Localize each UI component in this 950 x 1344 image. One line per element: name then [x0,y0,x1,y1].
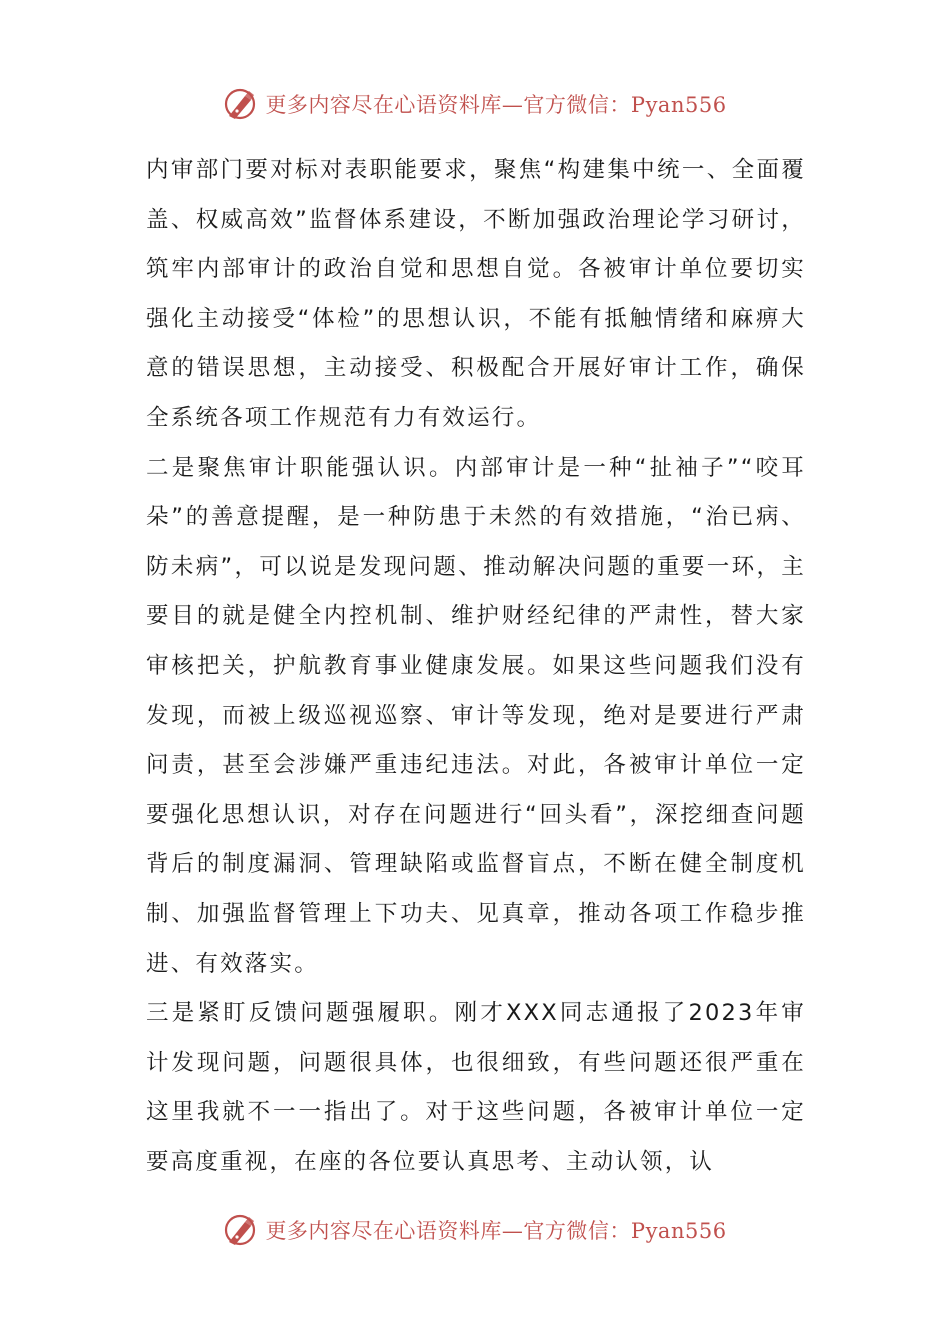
header-banner [0,82,950,126]
pen-nib-logo-icon [223,1212,259,1248]
paragraph-2: 二是聚焦审计职能强认识。内部审计是一种“扯袖子”“咬耳朵”的善意提醒，是一种防患于未然的有效措施，“治已病、防未病”，可以说是发现问题、推动解决问题的重要一环，主要目的就是健全内控机制、维护财经纪律的严肃性，替大家审核把关，护航教育事业健康发展。如果这些问题我们没有发现，而被上级巡视巡察、审计等发现，绝对是要进行严肃问责，甚至会涉嫌严重违纪违法。对此，各被审计单位一定要强化思想认识，对存在问题进行“回头看”，深挖细查问题背后的制度漏洞、管理缺陷或监督盲点，不断在健全制度机制、加强监督管理上下功夫、见真章，推动各项工作稳步推进、有效落实。 [146,454,806,977]
paragraph-3: 三是紧盯反馈问题强履职。刚才XXX同志通报了2023年审计发现问题，问题很具体，也很细致，有些问题还很严重在这里我就不一一指出了。对于这些问题，各被审计单位一定要高度重视，在座的各位要认真思考、主动认领，认 [146,1000,806,1175]
pen-nib-logo-icon [223,86,259,122]
document-body [146,146,806,1187]
banner-text: 更多内容尽在心语资料库—官方微信：Pyan556 [265,1219,727,1243]
footer-banner [0,1208,950,1252]
paragraph-1: 内审部门要对标对表职能要求，聚焦“构建集中统一、全面覆盖、权威高效”监督体系建设，不断加强政治理论学习研讨，筑牢内部审计的政治自觉和思想自觉。各被审计单位要切实强化主动接受“体检”的思想认识，不能有抵触情绪和麻痹大意的错误思想，主动接受、积极配合开展好审计工作，确保全系统各项工作规范有力有效运行。 [146,157,806,431]
banner-text: 更多内容尽在心语资料库—官方微信：Pyan556 [265,93,727,117]
